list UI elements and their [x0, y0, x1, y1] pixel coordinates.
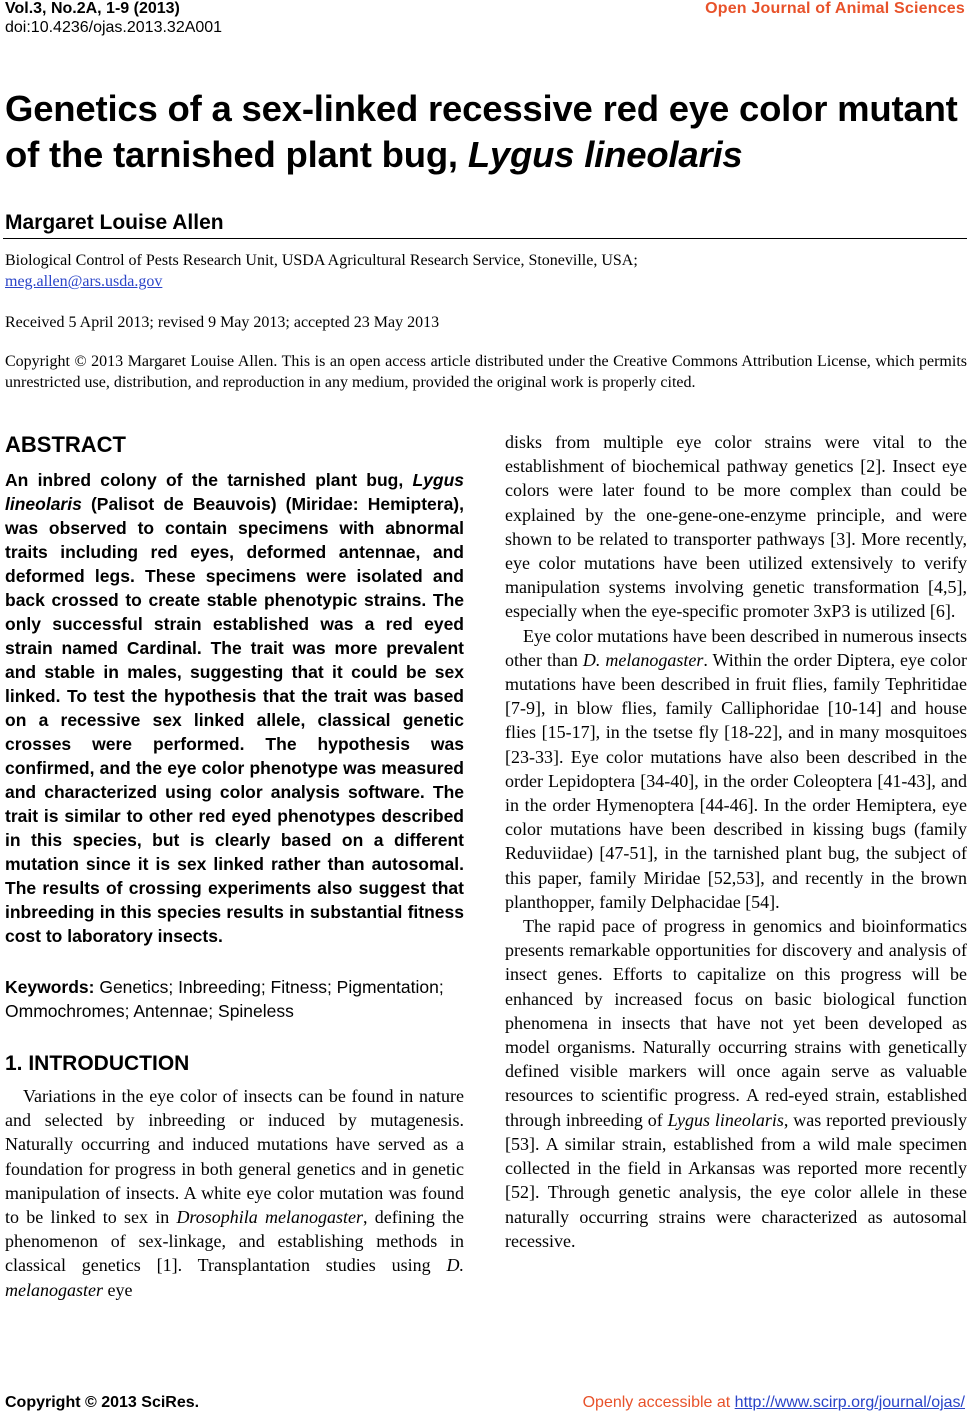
footer-copyright: Copyright © 2013 SciRes.: [5, 1394, 200, 1411]
intro-paragraph-2: [505, 624, 967, 914]
copyright-notice: Copyright © 2013 Margaret Louise Allen. This is an open access article distributed under the Creative Commons Attribution License, which permits unrestricted use, distribution, and reproduction in any medium, provided the original work is properly cited.: [5, 353, 967, 391]
abstract-text-1: An inbred colony of the tarnished plant bug,: [5, 470, 413, 490]
p1-text-b: , defining the phenomenon of sex-linkage, and establishing methods in classical genetics [1]. Transplantation studies using: [5, 1207, 464, 1276]
affiliation: Biological Control of Pests Research Unit, USDA Agricultural Research Service, Stoneville, USA;: [5, 252, 638, 269]
p1-species: Drosophila melanogaster: [176, 1207, 364, 1228]
keywords-label: Keywords:: [5, 977, 95, 997]
p1-text-a: Variations in the eye color of insects can be found in nature and selected by inbreeding or induced by mutagenesis. Naturally occurring and induced mutations have served as a foundation for progress in both general genetics and in genetic manipulation of insects. A white eye color mutation was found to be linked to sex in: [5, 1086, 464, 1228]
p3-species: Lygus lineolaris: [667, 1109, 784, 1130]
author-name: Margaret Louise Allen: [5, 211, 224, 234]
intro-paragraph-3: [505, 914, 967, 1253]
keywords: [5, 975, 464, 1023]
author-email-link[interactable]: meg.allen@ars.usda.gov: [5, 273, 163, 290]
p2-species: D. melanogaster: [582, 649, 704, 670]
doi: doi:10.4236/ojas.2013.32A001: [5, 19, 223, 36]
article-title: [5, 86, 965, 178]
abstract-heading: ABSTRACT: [5, 432, 126, 457]
abstract-text-2: (Palisot de Beauvois) (Miridae: Hemiptera), was observed to contain specimens with abnormal traits including red eyes, deformed antennae, and deformed legs. These specimens were isolated and back crossed to create stable phenotypic strains. The only successful strain established was a red eyed strain named Cardinal. The trait was more prevalent and stable in males, suggesting that it could be sex linked. To test the hypothesis that the trait was based on a recessive sex linked allele, classical genetic crosses were performed. The hypothesis was confirmed, and the eye color phenotype was measured and characterized using color analysis software. The trait is similar to other red eyed phenotypes described in this species, but is clearly based on a different mutation since it is sex linked rather than autosomal. The results of crossing experiments also suggest that inbreeding in this species results in substantial fitness cost to laboratory insects.: [5, 494, 464, 946]
abstract-species: Lygus lineolaris: [5, 470, 464, 514]
p2-text-b: . Within the order Diptera, eye color mutations have been described in fruit flies, family Tephritidae [7-9], in blow flies, family Calliphoridae [10-14] and house flies [15-17], in the tsetse fly [18-22], and in many mosquitoes [23-33]. Eye color mutations have also been described in the order Lepidoptera [34-40], in the order Coleoptera [41-43], and in the order Hymenoptera [44-46]. In the order Hemiptera, eye color mutations have been described in kissing bugs (family Reduviidae) [47-51], in the tarnished plant bug, the subject of this paper, family Miridae [52,53], and recently in the brown planthopper, family Delphacidae [54].: [505, 649, 967, 912]
intro-paragraph-1-continued: disks from multiple eye color strains were vital to the establishment of biochemical pathway genetics [2]. Insect eye colors were later found to be more complex than could be explained by the one-gene-one-enzyme principle, and were shown to be related to transporter pathways [3]. More recently, eye color mutations have been utilized extensively to verify manipulation systems involving genetic transformation [4,5], especially when the eye-specific promoter 3xP3 is utilized [6].: [505, 432, 967, 622]
article-dates: Received 5 April 2013; revised 9 May 2013; accepted 23 May 2013: [5, 314, 440, 331]
keywords-list: Genetics; Inbreeding; Fitness; Pigmentation; Ommochromes; Antennae; Spineless: [5, 977, 444, 1021]
footer-access-text: Openly accessible at: [582, 1394, 735, 1411]
volume-info: Vol.3, No.2A, 1-9 (2013): [5, 0, 180, 17]
journal-url-link[interactable]: http://www.scirp.org/journal/ojas/: [734, 1394, 965, 1411]
p1-species-2: D. melanogaster: [5, 1255, 464, 1300]
title-species: Lygus lineolaris: [467, 134, 743, 175]
footer-access: [583, 1393, 965, 1413]
right-column: [505, 430, 967, 1253]
intro-paragraph-1: [5, 1084, 464, 1302]
header-divider: [3, 238, 967, 239]
p3-text-a: The rapid pace of progress in genomics and bioinformatics presents remarkable opportunities for discovery and analysis of insect genes. Efforts to capitalize on this progress will be enhanced by increased focus on basic biological function phenomena in insects that have not yet been developed as model organisms. Naturally occurring strains with genetically defined visible markers will once again serve as valuable resources to scientific progress. A red-eyed strain, established through inbreeding of: [505, 916, 967, 1130]
intro-heading: 1. INTRODUCTION: [5, 1052, 190, 1075]
abstract-body: [5, 468, 464, 948]
p2-text-a: Eye color mutations have been described in numerous insects other than: [505, 625, 967, 670]
left-column: [5, 430, 464, 1302]
title-text: Genetics of a sex-linked recessive red eye color mutant of the tarnished plant bug,: [5, 88, 958, 175]
p3-text-b: , was reported previously [53]. A similar strain, established from a wild male specimen collected in the field in Arkansas was reported more recently [52]. Through genetic analysis, the eye color allele in these naturally occurring strains were characterized as autosomal recessive.: [505, 1109, 967, 1251]
p1-text-c-start: eye: [103, 1279, 133, 1300]
journal-name: Open Journal of Animal Sciences: [705, 0, 965, 17]
